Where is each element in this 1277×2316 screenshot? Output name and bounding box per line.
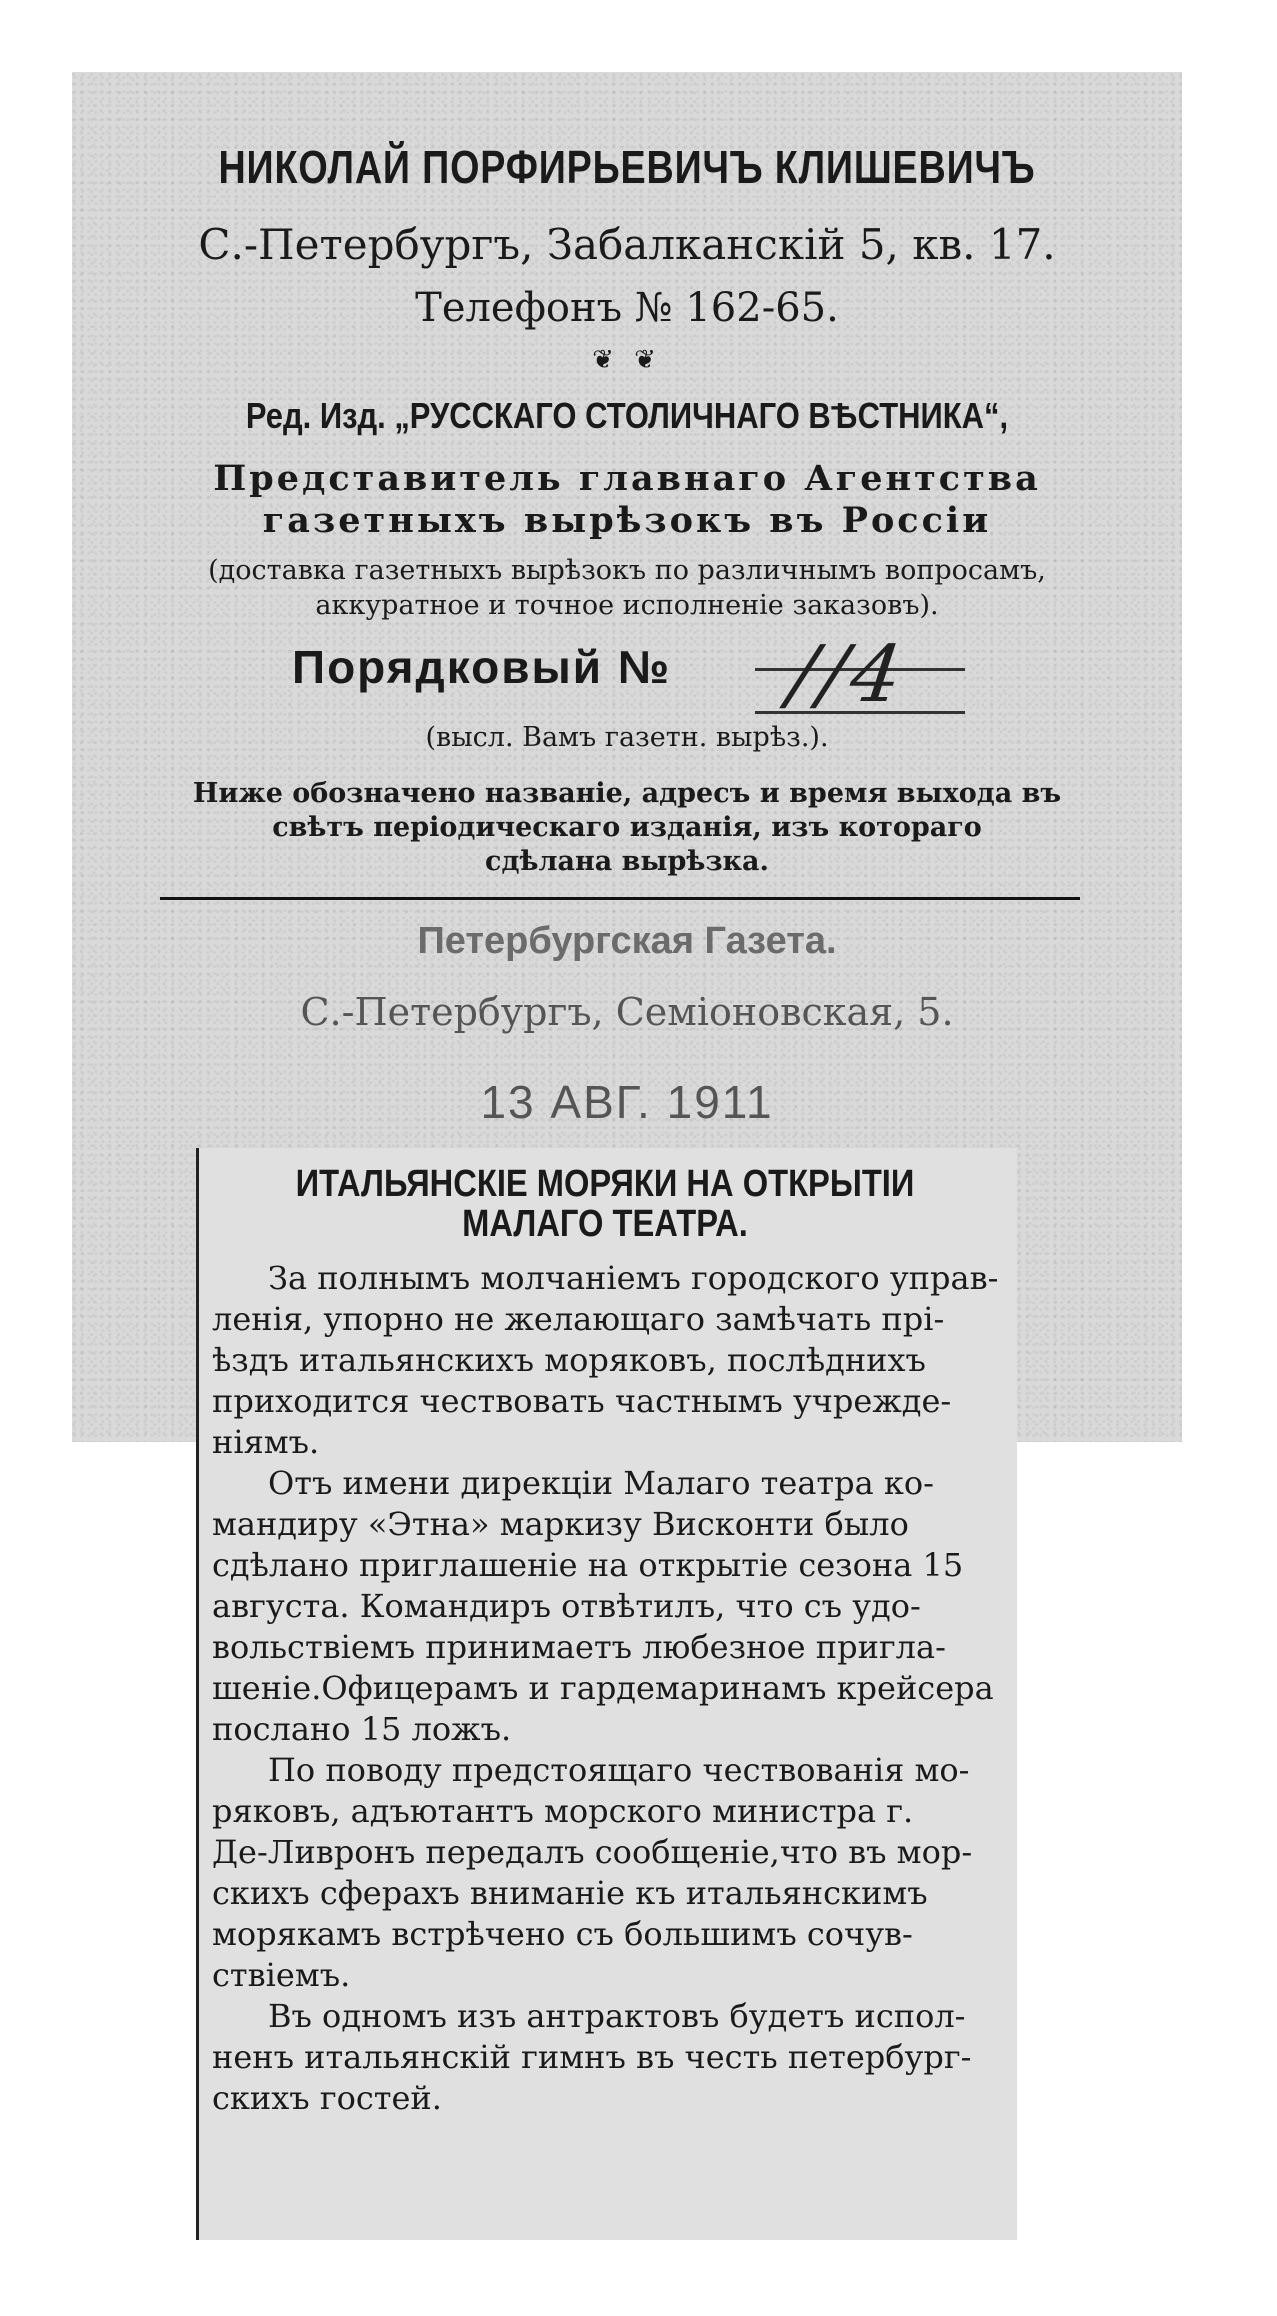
article-line: приходится чествовать частнымъ учрежде- [212,1382,952,1420]
article-line: ненъ итальянскій гимнъ въ честь петербург- [212,2038,972,2076]
article-line: Въ одномъ изъ антрактовъ будетъ испол- [268,1997,966,2035]
agent-phone: Телефонъ № 162-65. [415,285,839,331]
article-headline-line-1: ИТАЛЬЯНСКІЕ МОРЯКИ НА ОТКРЫТІИ [295,1163,915,1205]
representative-line-2: газетныхъ вырѣзокъ въ Россіи [262,500,992,541]
article-line: скихъ сферахъ вниманіе къ итальянскимъ [212,1874,928,1912]
article-line: послано 15 ложъ. [212,1710,512,1748]
order-label: Порядковый № [292,641,672,693]
delivery-line-1: (доставка газетныхъ вырѣзокъ по различнымъ вопросамъ, [208,555,1046,586]
article-headline-line-2: МАЛАГО ТЕАТРА. [462,1203,748,1245]
article-line: вольствіемъ принимаетъ любезное пригла- [212,1628,946,1666]
article-body [212,1258,1002,2119]
divider-rule [160,897,1080,900]
article-line: скихъ гостей. [212,2079,442,2117]
date-stamp: 13 АВГ. 1911 [480,1076,774,1128]
delivery-line-2: аккуратное и точное исполненіе заказовъ). [315,590,939,621]
notice-line-3: сдѣлана вырѣзка. [485,846,769,877]
editor-line: Ред. Изд. „РУССКАГО СТОЛИЧНАГО ВѢСТНИКА“, [245,395,1009,436]
article-line: ѣздъ итальянскихъ моряковъ, послѣднихъ [212,1341,926,1379]
article-line: Отъ имени дирекціи Малаго театра ко- [268,1464,934,1502]
article-line: Де-Ливронъ передалъ сообщеніе,что въ мор- [212,1833,973,1871]
gazette-stamp-title: Петербургская Газета. [417,920,837,962]
article-line: августа. Командиръ отвѣтилъ, что съ удо- [212,1587,921,1625]
article-line: сдѣлано приглашеніе на открытіе сезона 15 [212,1546,964,1584]
agent-address: С.-Петербургъ, Забалканскій 5, кв. 17. [198,220,1056,269]
article-line: ленія, упорно не желающаго замѣчать прі- [212,1300,945,1338]
ornament-divider: ❦ ❦ [592,345,662,375]
gazette-stamp-city: С.-Петербургъ, Семіоновская, 5. [300,990,954,1034]
representative-line-1: Представитель главнаго Агентства [213,458,1041,499]
sent-note: (высл. Вамъ газетн. вырѣз.). [425,722,829,753]
article-line: мандиру «Этна» маркизу Висконти было [212,1505,909,1543]
article-line: морякамъ встрѣчено съ большимъ сочув- [212,1915,913,1953]
order-number-handwritten: //4 [775,630,919,720]
article-line: ряковъ, адъютантъ морского министра г. [212,1792,914,1830]
article-line: По поводу предстоящаго чествованія мо- [268,1751,970,1789]
notice-line-1: Ниже обозначено названіе, адресъ и время выхода въ [192,778,1062,809]
notice-line-2: свѣтъ періодическаго изданія, изъ котораго [272,812,982,843]
article-line: ствіемъ. [212,1956,351,1994]
article-line: За полнымъ молчаніемъ городского управ- [268,1259,999,1297]
agent-name: НИКОЛАЙ ПОРФИРЬЕВИЧЪ КЛИШЕВИЧЪ [218,141,1036,193]
article-line: шеніе.Офицерамъ и гардемаринамъ крейсера [212,1669,994,1707]
article-line: ніямъ. [212,1423,320,1461]
